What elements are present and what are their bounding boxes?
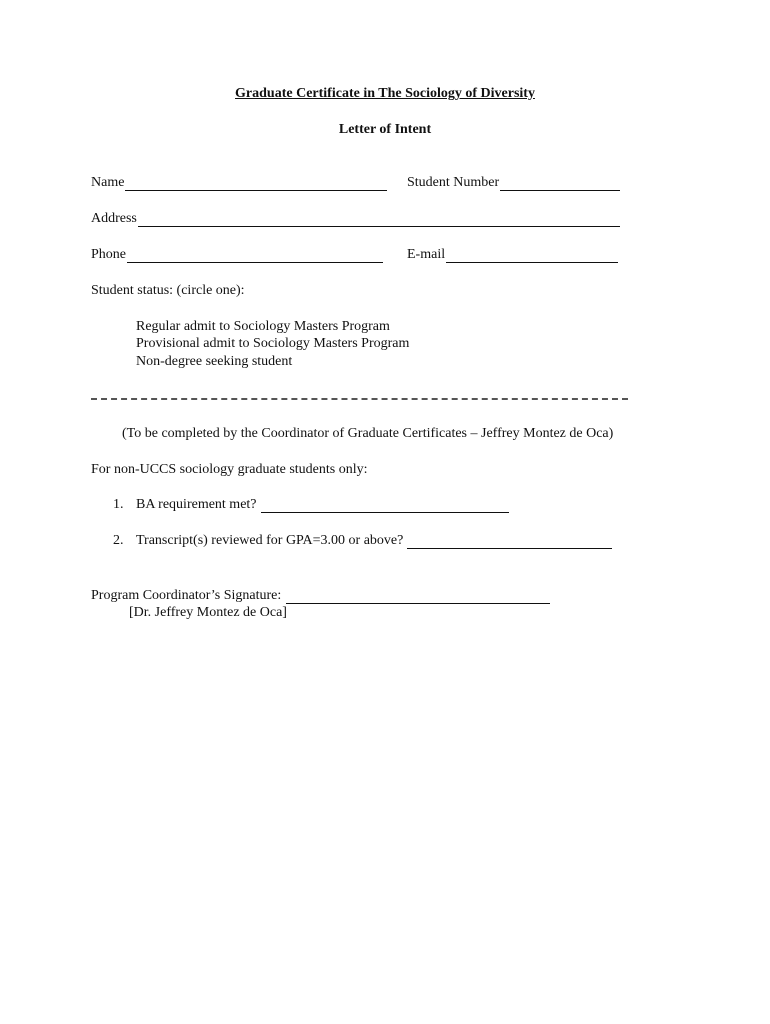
check-item-2 <box>113 532 612 549</box>
address-blank[interactable] <box>138 213 620 227</box>
email-blank[interactable] <box>446 249 618 263</box>
name-label: Name <box>91 175 125 190</box>
check-number-1: 1. <box>113 497 124 512</box>
phone-field <box>91 246 383 263</box>
status-option-provisional[interactable]: Provisional admit to Sociology Masters Program <box>136 336 410 351</box>
coordinator-note: (To be completed by the Coordinator of Graduate Certificates – Jeffrey Montez de Oca) <box>122 426 614 441</box>
check-text-2: Transcript(s) reviewed for GPA=3.00 or above? <box>136 533 404 548</box>
phone-label: Phone <box>91 247 126 262</box>
check-item-1 <box>113 496 509 513</box>
student-number-blank[interactable] <box>500 177 620 191</box>
status-option-non-degree[interactable]: Non-degree seeking student <box>136 354 293 369</box>
address-field <box>91 210 620 227</box>
signature-label: Program Coordinator’s Signature: <box>91 588 282 603</box>
non-uccs-heading: For non-UCCS sociology graduate students only: <box>91 462 368 477</box>
transcript-blank[interactable] <box>407 535 612 549</box>
check-text-1: BA requirement met? <box>136 497 257 512</box>
signature-field <box>91 587 550 604</box>
email-label: E-mail <box>407 247 446 262</box>
document-title: Graduate Certificate in The Sociology of Diversity <box>235 86 535 101</box>
student-number-label: Student Number <box>407 175 500 190</box>
name-field <box>91 174 387 191</box>
name-blank[interactable] <box>125 177 387 191</box>
email-field <box>407 246 618 263</box>
signature-name: [Dr. Jeffrey Montez de Oca] <box>129 605 287 620</box>
status-option-regular[interactable]: Regular admit to Sociology Masters Program <box>136 319 390 334</box>
signature-blank[interactable] <box>286 590 550 604</box>
ba-requirement-blank[interactable] <box>261 499 509 513</box>
student-number-field <box>407 174 620 191</box>
section-divider <box>91 398 628 402</box>
document-subtitle: Letter of Intent <box>338 122 432 137</box>
status-prompt: Student status: (circle one): <box>91 283 245 298</box>
phone-blank[interactable] <box>127 249 383 263</box>
address-label: Address <box>91 211 137 226</box>
check-number-2: 2. <box>113 533 124 548</box>
